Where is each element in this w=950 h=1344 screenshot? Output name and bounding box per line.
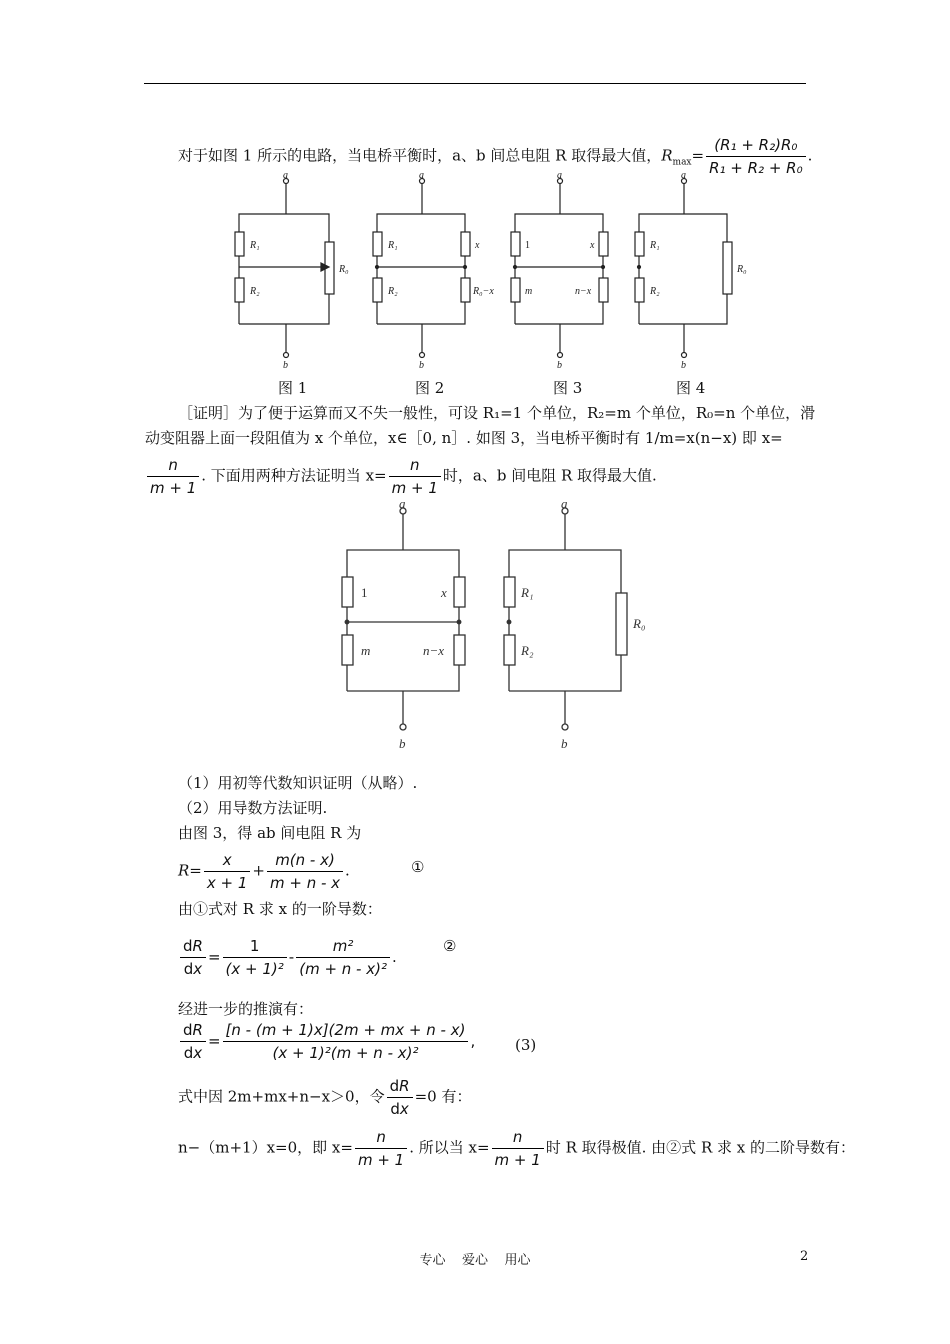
svg-text:m: m (525, 286, 533, 297)
caption-fig3: 图 3 (553, 379, 583, 397)
svg-text:a: a (419, 170, 424, 181)
rmax-fraction: $\frac{\text{(R₁ + R₂)R₀}}{\text{R₁ + R₂ + R₀}}$ (706, 136, 806, 177)
equation-1-tag: ① (411, 858, 425, 876)
step-2: （2）用导数方法证明. (178, 799, 328, 817)
svg-text:b: b (283, 360, 288, 371)
figure-1-circuit (235, 179, 334, 358)
svg-text:R₀−x: R₀−x (473, 286, 494, 297)
svg-text:R₂: R₂ (250, 286, 260, 297)
svg-text:a: a (557, 170, 562, 181)
large-figure-right (504, 508, 627, 730)
figure-4-circuit (635, 179, 732, 358)
equation-1: R= $\frac{x}{x + 1}$ + $\frac{m(n - x)}{m + n - x}$ . (178, 851, 350, 892)
page-number: 2 (800, 1249, 809, 1264)
equation-2: $\frac{dR}{dx}$ = $\frac{1}{\text{(x + 1)²}}$ - $\frac{\text{m²}}{\text{(m + n - x)²}}$ . (178, 937, 397, 978)
svg-text:R₂: R₂ (388, 286, 398, 297)
svg-text:R₂: R₂ (650, 286, 660, 297)
step-6: 式中因 2m+mx+n−x＞0，令 $\frac{dR}{dx}$ =0 有： (178, 1077, 472, 1118)
svg-text:b: b (681, 360, 686, 371)
svg-text:R₀: R₀ (737, 264, 747, 275)
svg-text:a: a (561, 498, 568, 511)
step-1: （1）用初等代数知识证明（从略）. (178, 774, 418, 792)
large-figures (335, 498, 645, 756)
svg-text:b: b (419, 360, 424, 371)
step-3: 由图 3，得 ab 间电阻 R 为 (178, 824, 362, 842)
figure-3-circuit (511, 179, 608, 358)
header-rule (144, 83, 806, 84)
svg-text:x: x (441, 585, 447, 600)
svg-text:a: a (681, 170, 686, 181)
proof-line-2: 动变阻器上面一段阻值为 x 个单位，x∈［0, n］. 如图 3，当电桥平衡时有 1/m=x(n−x) 即 x= (145, 429, 783, 447)
proof-line-1: ［证明］为了便于运算而又不失一般性，可设 R₁=1 个单位，R₂=m 个单位，R₀=n 个单位，滑 (178, 404, 816, 422)
rmax-label: R (661, 146, 673, 165)
caption-fig4: 图 4 (676, 379, 706, 397)
figure-2-circuit (373, 179, 470, 358)
svg-text:R₀: R₀ (339, 264, 349, 275)
svg-text:x: x (590, 240, 595, 251)
svg-text:n−x: n−x (423, 643, 445, 658)
svg-text:x: x (475, 240, 480, 251)
svg-text:R₁: R₁ (388, 240, 398, 251)
svg-text:R₁: R₁ (250, 240, 260, 251)
svg-text:a: a (399, 498, 406, 511)
intro-paragraph: 对于如图 1 所示的电路，当电桥平衡时，a、b 间总电阻 R 取得最大值，$R_{max}=$ $\frac{\text{(R₁ + R₂)R₀}}{\text{R₁ + R₂ + R₀}}$ . (178, 136, 813, 177)
caption-fig1: 图 1 (278, 379, 308, 397)
svg-text:b: b (561, 736, 568, 751)
large-figure-left (342, 508, 465, 730)
svg-text:m: m (361, 643, 371, 658)
svg-text:a: a (283, 170, 288, 181)
svg-text:R₁: R₁ (650, 240, 660, 251)
svg-text:R₂: R₂ (521, 643, 534, 658)
svg-text:n−x: n−x (575, 286, 592, 297)
svg-text:1: 1 (525, 240, 530, 251)
svg-text:R₁: R₁ (521, 585, 534, 600)
svg-text:b: b (557, 360, 562, 371)
equation-3-tag: (3) (515, 1036, 537, 1054)
step-5: 经进一步的推演有： (178, 1000, 314, 1018)
svg-text:b: b (399, 736, 406, 751)
caption-fig2: 图 2 (415, 379, 445, 397)
svg-text:1: 1 (361, 585, 368, 600)
page-footer: 专心 爱心 用心 (419, 1253, 531, 1268)
step-4: 由①式对 R 求 x 的一阶导数： (178, 900, 382, 918)
svg-text:R₀: R₀ (633, 616, 645, 631)
equation-3: $\frac{dR}{dx}$ = $\frac{[n - (m + 1)x](2m + mx + n - x)}{\text{(x + 1)²(m + n - x)²}}$ , (178, 1021, 475, 1062)
step-7: n−（m+1）x=0，即 x= $\frac{n}{m + 1}$ . 所以当 x= $\frac{n}{m + 1}$ 时 R 取得极值. 由②式 R 求 x 的二阶导数有： (178, 1128, 856, 1169)
equation-2-tag: ② (443, 937, 457, 955)
figures-1-4 (225, 170, 755, 375)
proof-line-3: $\frac{n}{m + 1}$ . 下面用两种方法证明当 x= $\frac{n}{m + 1}$ 时，a、b 间电阻 R 取得最大值. (145, 456, 657, 497)
